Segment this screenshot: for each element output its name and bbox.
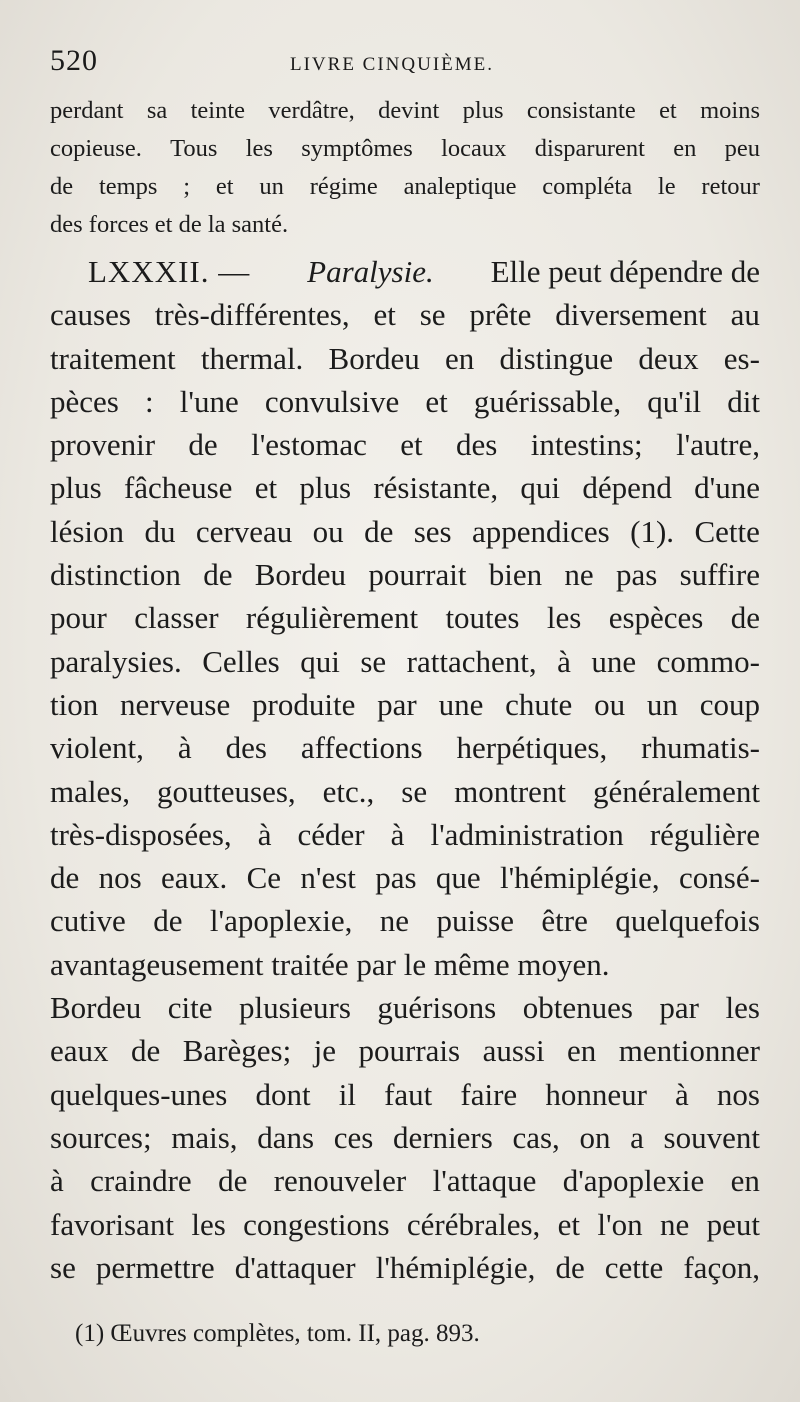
section-line: à craindre de renouveler l'attaque d'apoplexie en bbox=[50, 1163, 760, 1199]
section-line: tion nerveuse produite par une chute ou un coup bbox=[50, 686, 760, 722]
section-line: eaux de Barèges; je pourrais aussi en mentionner bbox=[50, 1033, 760, 1069]
section-paragraph bbox=[50, 250, 760, 1289]
section-number: LXXXII. — bbox=[88, 254, 251, 289]
section-line: paralysies. Celles qui se rattachent, à une commo- bbox=[50, 643, 760, 679]
section-line: lésion du cerveau ou de ses appendices (1). Cette bbox=[50, 513, 760, 549]
section-line: pèces : l'une convulsive et guérissable, qu'il dit bbox=[50, 383, 760, 419]
intro-line: copieuse. Tous les symptômes locaux disparurent en peu bbox=[50, 135, 760, 162]
section-line: cutive de l'apoplexie, ne puisse être quelquefois bbox=[50, 903, 760, 939]
section-line: traitement thermal. Bordeu en distingue deux es- bbox=[50, 340, 760, 376]
page-number: 520 bbox=[50, 44, 98, 77]
section-line: très-disposées, à céder à l'administration régulière bbox=[50, 816, 760, 852]
section-line: se permettre d'attaquer l'hémiplégie, de cette façon, bbox=[50, 1249, 760, 1285]
section-line: de nos eaux. Ce n'est pas que l'hémiplégie, consé- bbox=[50, 860, 760, 896]
page-header bbox=[50, 44, 750, 84]
section-heading-line bbox=[50, 250, 760, 293]
section-line: provenir de l'estomac et des intestins; l'autre, bbox=[50, 427, 760, 463]
intro-paragraph bbox=[50, 92, 760, 244]
section-line: distinction de Bordeu pourrait bien ne pas suffire bbox=[50, 557, 760, 593]
section-line: sources; mais, dans ces derniers cas, on a souvent bbox=[50, 1119, 760, 1155]
running-head: LIVRE CINQUIÈME. bbox=[290, 54, 495, 75]
section-line: causes très-différentes, et se prête diversement au bbox=[50, 297, 760, 333]
section-line: plus fâcheuse et plus résistante, qui dépend d'une bbox=[50, 470, 760, 506]
intro-line: de temps ; et un régime analeptique compléta le retour bbox=[50, 173, 760, 200]
intro-line: des forces et de la santé. bbox=[50, 211, 289, 238]
section-line: violent, à des affections herpétiques, rhumatis- bbox=[50, 730, 760, 766]
section-line: Bordeu cite plusieurs guérisons obtenues par les bbox=[50, 990, 760, 1026]
section-line: favorisant les congestions cérébrales, et l'on ne peut bbox=[50, 1206, 760, 1242]
section-line: males, goutteuses, etc., se montrent généralement bbox=[50, 773, 760, 809]
section-line: avantageusement traitée par le même moyen. bbox=[50, 946, 610, 982]
section-line: pour classer régulièrement toutes les espèces de bbox=[50, 600, 760, 636]
footnote: (1) Œuvres complètes, tom. II, pag. 893. bbox=[75, 1320, 480, 1347]
section-title: Paralysie. bbox=[307, 254, 434, 289]
section-first-line-rest: Elle peut dépendre de bbox=[490, 254, 760, 289]
intro-line: perdant sa teinte verdâtre, devint plus consistante et moins bbox=[50, 97, 760, 124]
body-text bbox=[50, 92, 760, 1289]
section-line: quelques-unes dont il faut faire honneur à nos bbox=[50, 1076, 760, 1112]
